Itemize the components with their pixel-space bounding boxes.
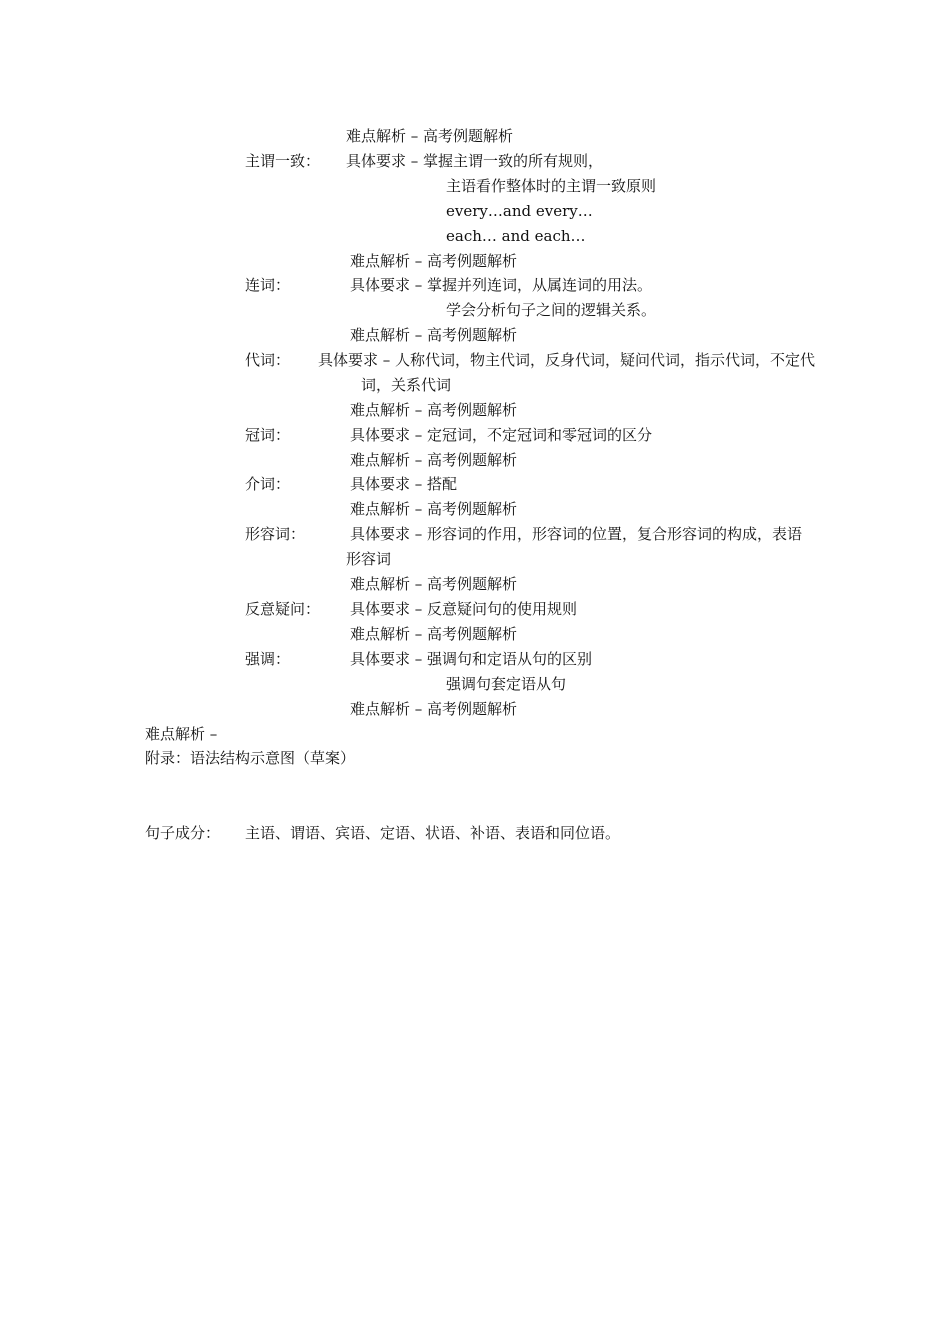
section-label: 主谓一致：: [245, 152, 321, 170]
difficulty-line: 难点解析 –: [145, 725, 218, 743]
requirement-line: 具体要求 – 人称代词，物主代词，反身代词，疑问代词，指示代词，不定代: [318, 351, 816, 369]
difficulty-line: 难点解析 – 高考例题解析: [350, 252, 518, 270]
requirement-line: 具体要求 – 掌握主谓一致的所有规则，: [346, 152, 604, 170]
requirement-line: 具体要求 – 强调句和定语从句的区别: [350, 650, 593, 668]
difficulty-line: 难点解析 – 高考例题解析: [350, 625, 518, 643]
requirement-continuation: each… and each…: [446, 227, 586, 245]
section-label: 代词：: [245, 351, 291, 369]
section-label: 介词：: [245, 475, 291, 493]
difficulty-line: 难点解析 – 高考例题解析: [350, 575, 518, 593]
difficulty-line: 难点解析 – 高考例题解析: [350, 401, 518, 419]
section-label: 句子成分：: [145, 824, 221, 842]
requirement-continuation: 强调句套定语从句: [446, 675, 567, 693]
requirement-line: 具体要求 – 形容词的作用，形容词的位置，复合形容词的构成，表语: [350, 525, 803, 543]
requirement-continuation: 学会分析句子之间的逻辑关系。: [446, 301, 657, 319]
appendix-heading: 附录：语法结构示意图（草案）: [145, 749, 356, 767]
requirement-line: 具体要求 – 搭配: [350, 475, 458, 493]
requirement-continuation: 形容词: [346, 550, 392, 568]
requirement-continuation: every…and every…: [446, 202, 593, 220]
section-label: 连词：: [245, 276, 291, 294]
requirement-line: 具体要求 – 定冠词，不定冠词和零冠词的区分: [350, 426, 653, 444]
requirement-line: 具体要求 – 反意疑问句的使用规则: [350, 600, 578, 618]
section-label: 强调：: [245, 650, 291, 668]
section-label: 冠词：: [245, 426, 291, 444]
sentence-components-text: 主语、谓语、宾语、定语、状语、补语、表语和同位语。: [245, 824, 621, 842]
requirement-continuation: 词，关系代词: [361, 376, 452, 394]
difficulty-line: 难点解析 – 高考例题解析: [350, 700, 518, 718]
section-label: 形容词：: [245, 525, 306, 543]
difficulty-line: 难点解析 – 高考例题解析: [350, 500, 518, 518]
requirement-line: 具体要求 – 掌握并列连词，从属连词的用法。: [350, 276, 653, 294]
difficulty-line: 难点解析 – 高考例题解析: [350, 451, 518, 469]
requirement-continuation: 主语看作整体时的主谓一致原则: [446, 177, 657, 195]
section-label: 反意疑问：: [245, 600, 321, 618]
difficulty-line: 难点解析 – 高考例题解析: [350, 326, 518, 344]
difficulty-line: 难点解析 – 高考例题解析: [346, 127, 514, 145]
